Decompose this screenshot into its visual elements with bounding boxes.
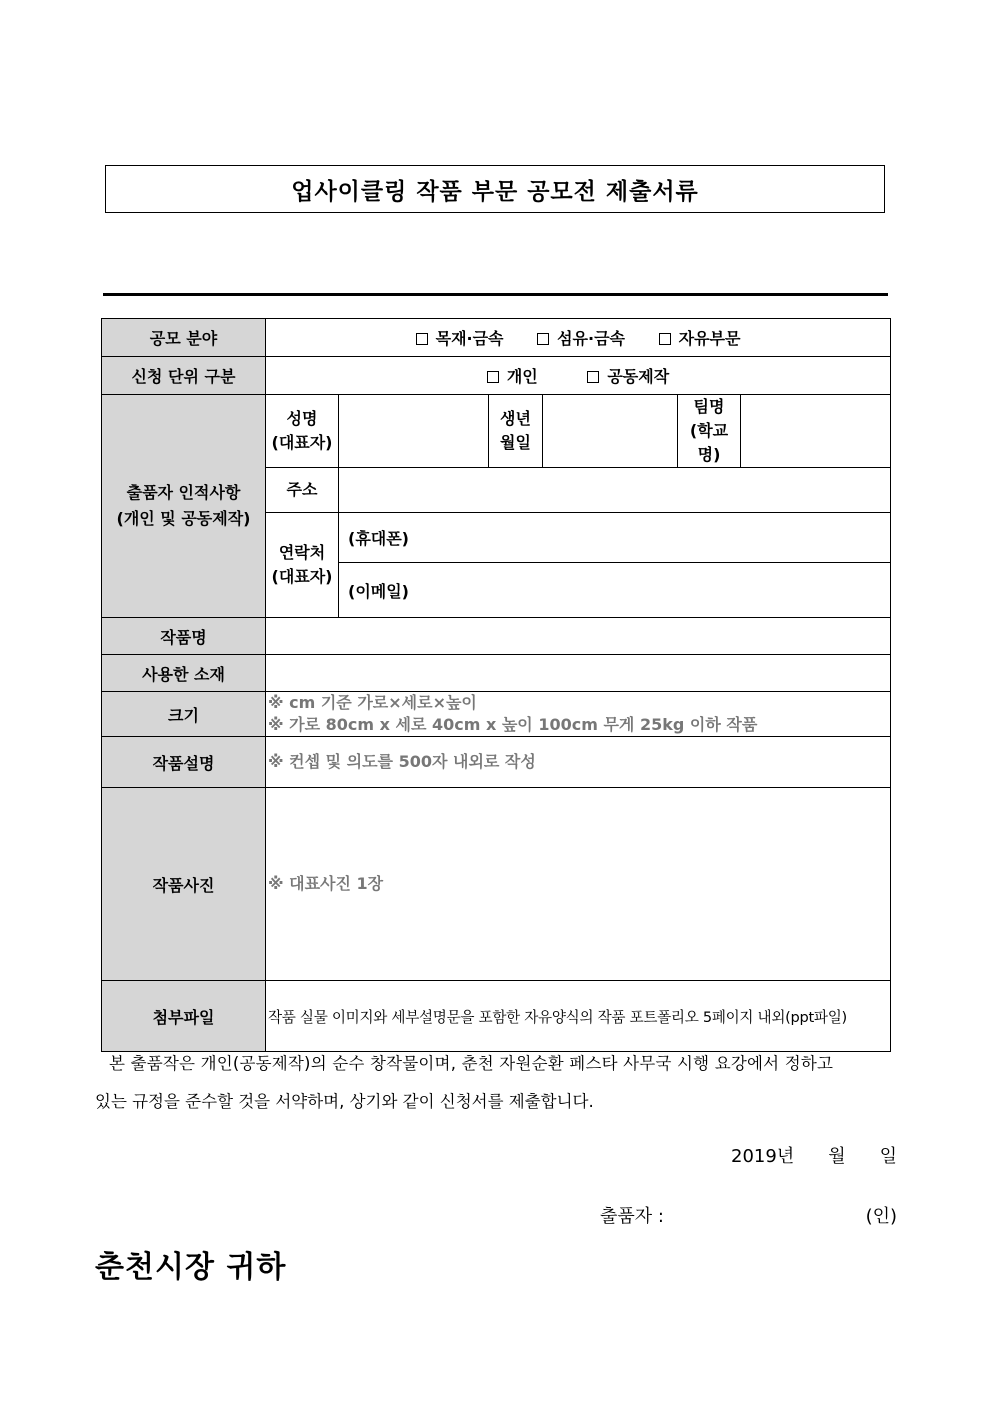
attachment-field: 작품 실물 이미지와 세부설명문을 포함한 자유양식의 작품 포트폴리오 5페이지 내외(ppt파일): [266, 981, 891, 1052]
category-options: [266, 319, 891, 357]
checkbox-icon[interactable]: [537, 333, 549, 345]
work-name-label: 작품명: [102, 618, 266, 655]
size-field[interactable]: [266, 692, 891, 737]
row-applicant-name: [102, 395, 891, 468]
size-note-1: ※ cm 기준 가로×세로×높이: [268, 693, 477, 712]
row-unit: [102, 357, 891, 395]
material-field[interactable]: [266, 655, 891, 692]
row-category: [102, 319, 891, 357]
submission-form: [101, 318, 891, 1052]
addressee: 춘천시장 귀하: [95, 1250, 287, 1285]
category-label: 공모 분야: [102, 319, 266, 357]
size-label: 크기: [102, 692, 266, 737]
pledge-text: [95, 1045, 897, 1121]
work-name-field[interactable]: [266, 618, 891, 655]
date-line: [600, 1142, 897, 1168]
pledge-line-1: 본 출품작은 개인(공동제작)의 순수 창작물이며, 춘천 자원순환 페스타 사무국 시행 요강에서 정하고: [109, 1054, 834, 1073]
description-label: 작품설명: [102, 737, 266, 788]
seal-mark: (인): [865, 1206, 897, 1227]
unit-options: [266, 357, 891, 395]
attachment-label: 첨부파일: [102, 981, 266, 1052]
material-label: 사용한 소재: [102, 655, 266, 692]
team-label: 팀명 (학교명): [678, 395, 741, 468]
address-label: 주소: [266, 468, 339, 513]
row-description: [102, 737, 891, 788]
photo-label: 작품사진: [102, 788, 266, 981]
row-material: [102, 655, 891, 692]
checkbox-icon[interactable]: [416, 333, 428, 345]
title-rule: [103, 293, 888, 296]
option-joint[interactable]: 공동제작: [587, 367, 669, 386]
row-size: [102, 692, 891, 737]
signature-line: [600, 1202, 897, 1228]
row-attachment: [102, 981, 891, 1052]
row-work-name: [102, 618, 891, 655]
address-field[interactable]: [339, 468, 891, 513]
date-year: 2019년: [731, 1146, 795, 1167]
description-note: ※ 컨셉 및 의도를 500자 내외로 작성: [268, 752, 536, 771]
contact-label: 연락처 (대표자): [266, 513, 339, 618]
date-day: 일: [879, 1146, 897, 1167]
pledge-line-2: 있는 규정을 준수할 것을 서약하며, 상기와 같이 신청서를 제출합니다.: [95, 1092, 594, 1111]
phone-field[interactable]: (휴대폰): [339, 513, 891, 563]
applicant-label: 출품자 인적사항 (개인 및 공동제작): [102, 395, 266, 618]
option-individual[interactable]: 개인: [487, 367, 538, 386]
description-field[interactable]: [266, 737, 891, 788]
name-label: 성명 (대표자): [266, 395, 339, 468]
team-field[interactable]: [741, 395, 891, 468]
unit-label: 신청 단위 구분: [102, 357, 266, 395]
option-wood-metal[interactable]: 목재·금속: [416, 329, 504, 348]
document-title: 업사이클링 작품 부문 공모전 제출서류: [105, 165, 885, 213]
photo-note: ※ 대표사진 1장: [268, 874, 384, 893]
size-note-2: ※ 가로 80cm x 세로 40cm x 높이 100cm 무게 25kg 이하 작품: [268, 715, 758, 734]
row-photo: [102, 788, 891, 981]
signature-label: 출품자 :: [600, 1206, 664, 1227]
date-month: 월: [828, 1146, 846, 1167]
birth-field[interactable]: [543, 395, 678, 468]
email-field[interactable]: (이메일): [339, 563, 891, 618]
photo-field[interactable]: [266, 788, 891, 981]
name-field[interactable]: [339, 395, 489, 468]
checkbox-icon[interactable]: [587, 371, 599, 383]
checkbox-icon[interactable]: [487, 371, 499, 383]
option-fiber-metal[interactable]: 섬유·금속: [537, 329, 625, 348]
checkbox-icon[interactable]: [659, 333, 671, 345]
option-free[interactable]: 자유부문: [659, 329, 741, 348]
birth-label: 생년 월일: [489, 395, 543, 468]
